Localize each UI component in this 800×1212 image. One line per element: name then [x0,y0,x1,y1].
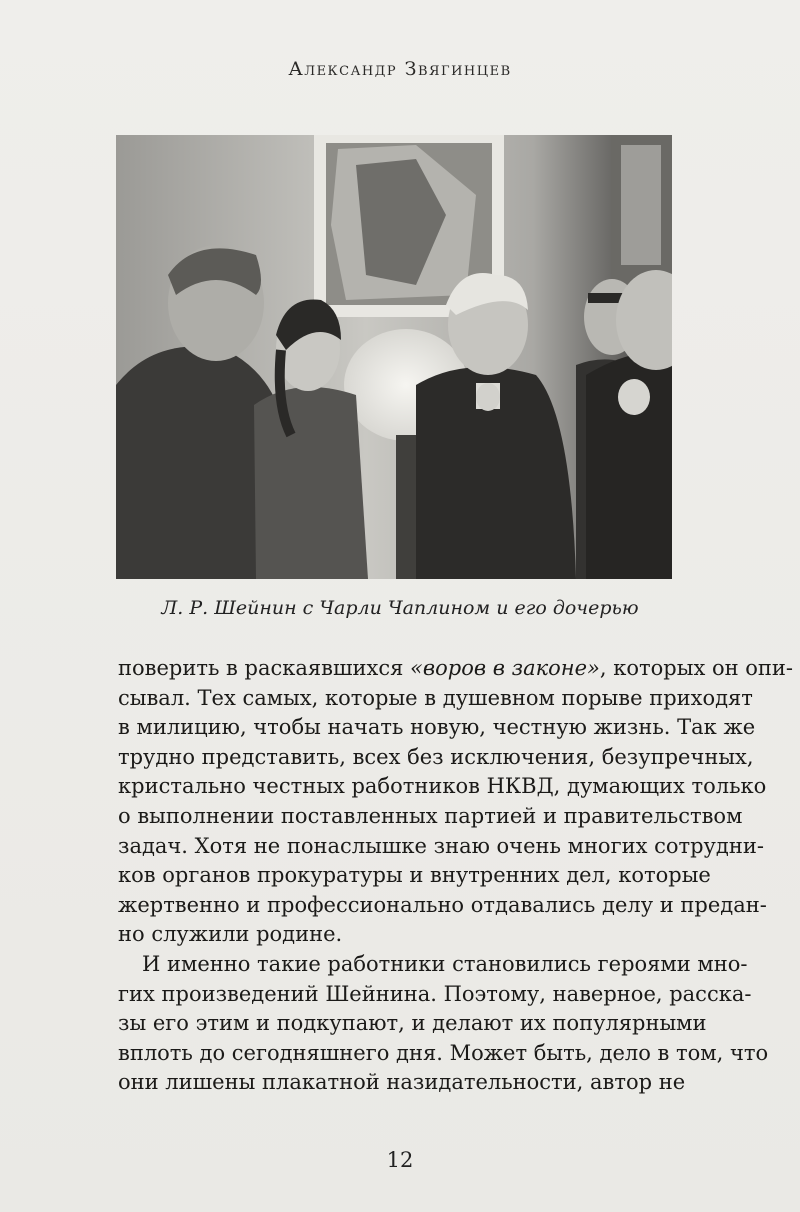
emphasized-phrase: «воров в законе» [410,656,600,680]
body-text [118,654,794,1098]
running-head: Александр Звягинцев [288,58,512,80]
text-line: вплоть до сегодняшнего дня. Может быть, дело в том, что [118,1040,769,1065]
text-line: жертвенно и профессионально отдавались делу и предан- [118,892,767,917]
photograph-illustration [116,135,672,579]
text-line: они лишены плакатной назидательности, автор не [118,1070,686,1095]
text-line: поверить в раскаявшихся «воров в законе», которых он опи- [118,656,794,680]
text-line: но служили родине. [118,922,343,947]
text-line: задач. Хотя не понаслышке знаю очень многих сотрудни- [118,833,764,858]
page-number: 12 [386,1148,414,1172]
text-line: трудно представить, всех без исключения, безупречных, [118,744,754,769]
text-line: в милицию, чтобы начать новую, честную жизнь. Так же [118,715,756,740]
text-line: кристально честных работников НКВД, думающих только [118,774,767,799]
text-line: зы его этим и подкупают, и делают их популярными [118,1011,707,1036]
text-line: сывал. Тех самых, которые в душевном порыве приходят [118,685,753,710]
text-line: о выполнении поставленных партией и правительством [118,803,743,828]
photograph [116,135,672,579]
text-line: И именно такие работники становились героями мно- [142,951,748,976]
photo-caption: Л. Р. Шейнин с Чарли Чаплином и его дочерью [161,597,639,619]
text-line: ков органов прокуратуры и внутренних дел, которые [118,863,711,888]
text-line: гих произведений Шейнина. Поэтому, наверное, расска- [118,981,752,1006]
